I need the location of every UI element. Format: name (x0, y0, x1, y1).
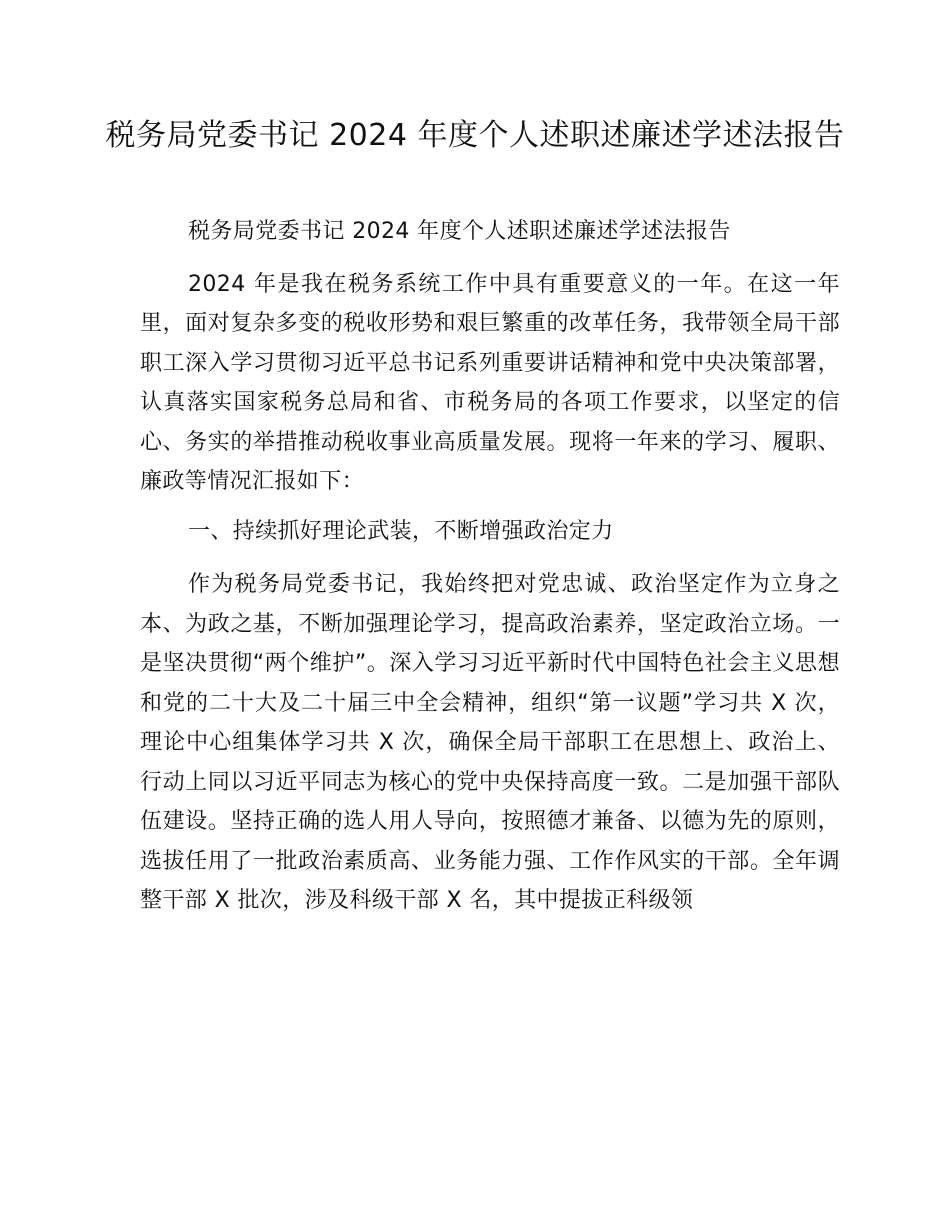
section-1-paragraph: 作为税务局党委书记，我始终把对党忠诚、政治坚定作为立身之本、为政之基，不断加强理论学习，提高政治素养，坚定政治立场。一是坚决贯彻“两个维护”。深入学习习近平新时代中国特色社会主义思想和党的二十大及二十届三中全会精神，组织“第一议题”学习共 X 次，理论中心组集体学习共 X 次，确保全局干部职工在思想上、政治上、行动上同以习近平同志为核心的党中央保持高度一致。二是加强干部队伍建设。坚持正确的选人用人导向，按照德才兼备、以德为先的原则，选拔任用了一批政治素质高、业务能力强、工作作风实的干部。全年调整干部 X 批次，涉及科级干部 X 名，其中提拔正科级领 (140, 572, 840, 913)
document-subtitle: 税务局党委书记 2024 年度个人述职述廉述学述法报告 (188, 219, 731, 244)
intro-paragraph: 2024 年是我在税务系统工作中具有重要意义的一年。在这一年里，面对复杂多变的税收形势和艰巨繁重的改革任务，我带领全局干部职工深入学习贯彻习近平总书记系列重要讲话精神和党中央决策部署，认真落实国家税务总局和省、市税务局的各项工作要求，以坚定的信心、务实的举措推动税收事业高质量发展。现将一年来的学习、履职、廉政等情况汇报如下： (140, 271, 840, 494)
section-heading-1: 一、持续抓好理论武装，不断增强政治定力 (188, 518, 614, 544)
document-body (140, 212, 840, 931)
document-title: 税务局党委书记 2024 年度个人述职述廉述学述法报告 (105, 118, 845, 153)
